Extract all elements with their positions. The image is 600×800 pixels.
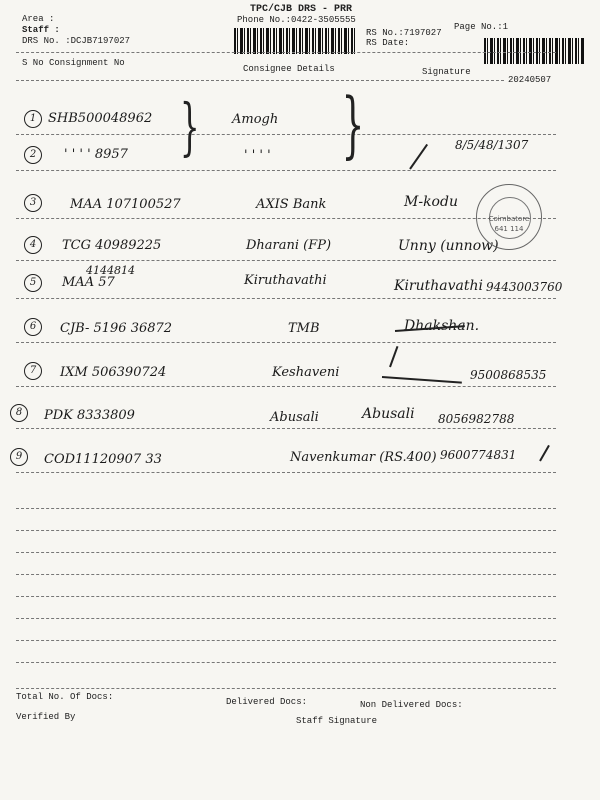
signature-text: M-kodu [404,194,458,210]
consignee-name: ' ' ' ' [244,148,271,163]
date-stamp: 20240507 [508,75,552,85]
row-divider [16,134,556,135]
row-divider [16,472,556,473]
handwritten-number: 9600774831 [440,448,517,462]
empty-row-line [16,574,556,575]
rs-date: RS Date: [366,38,410,48]
row-divider [16,386,556,387]
consignee-name: Keshaveni [272,365,340,380]
column-divider [16,80,504,81]
row-divider [16,342,556,343]
row-divider [16,428,556,429]
staff-signature: Staff Signature [296,716,378,726]
signature-stroke [539,445,550,462]
document-title: TPC/CJB DRS - PRR [250,4,353,15]
empty-row-line [16,640,556,641]
footer-divider [16,688,556,689]
column-signature: Signature [422,67,471,77]
stamp-city: Coimbatore [488,215,530,223]
signature-stroke [382,376,462,384]
stamp-pin: 641 114 [494,225,524,233]
consignment-number: MAA 107100527 [70,197,181,212]
empty-row-line [16,596,556,597]
consignment-number: SHB500048962 [48,111,153,126]
row-number: 8 [10,404,28,422]
area-label: Area : [22,14,55,24]
row-number: 2 [24,146,42,164]
consignee-name: Dharani (FP) [246,238,332,253]
total-docs: Total No. Of Docs: [16,692,114,702]
handwritten-number: 9443003760 [486,280,563,294]
empty-row-line [16,552,556,553]
row-number: 9 [10,448,28,466]
row-number: 1 [24,110,42,128]
consignee-name: AXIS Bank [256,197,327,212]
consignment-number: PDK 8333809 [44,408,135,423]
row-number: 4 [24,236,42,254]
row-number: 3 [24,194,42,212]
consignee-name: Amogh [232,112,279,127]
handwritten-number: 9500868535 [470,368,547,382]
signature-text: Abusali [362,406,415,422]
row-number: 7 [24,362,42,380]
empty-row-line [16,618,556,619]
consignment-number: IXM 506390724 [60,365,167,380]
header-barcode [234,28,356,54]
header-divider [16,52,556,53]
signature-stroke [409,144,428,170]
correction-text: 4144814 [86,264,135,277]
row-divider [16,218,556,219]
phone-number: Phone No.:0422-3505555 [237,15,356,25]
consignment-number: TCG 40989225 [62,238,162,253]
row-divider [16,260,556,261]
drs-number: DRS No. :DCJB7197027 [22,36,131,46]
signature-stroke [389,346,398,367]
verified-by: Verified By [16,712,76,722]
consignee-name: Abusali [270,410,319,425]
consignment-number: ' ' ' ' 8957 [64,147,128,162]
staff-label: Staff : [22,25,60,35]
consignment-number: MAA 57 [62,275,115,290]
signature-text: Unny (unnow) [398,238,499,254]
post-office-stamp [476,184,542,250]
row-divider [16,298,556,299]
rs-number: RS No.:7197027 [366,28,442,38]
signature-text: Dhakshan. [404,318,480,334]
consignee-name: Kiruthavathi [244,273,327,288]
delivered-docs: Delivered Docs: [226,697,308,707]
column-sno-consignment: S No Consignment No [22,58,125,68]
consignment-number: CJB- 5196 36872 [60,321,173,336]
row-divider [16,170,556,171]
empty-row-line [16,508,556,509]
column-consignee: Consignee Details [243,64,335,74]
signature-text: Kiruthavathi [394,278,484,294]
page-number: Page No.:1 [454,22,509,32]
empty-row-line [16,662,556,663]
consignment-number: COD11120907 33 [44,452,162,467]
row-number: 6 [24,318,42,336]
consignee-name: TMB [288,321,320,336]
consignee-name: Navenkumar (RS.400) [290,450,437,465]
row-number: 5 [24,274,42,292]
non-delivered-docs: Non Delivered Docs: [360,700,463,710]
empty-row-line [16,530,556,531]
handwritten-number: 8056982788 [438,412,515,426]
handwritten-number: 8/5/48/1307 [455,138,529,152]
page-barcode [484,38,584,64]
bracket-left: } [179,90,200,163]
bracket-right: } [341,82,365,166]
